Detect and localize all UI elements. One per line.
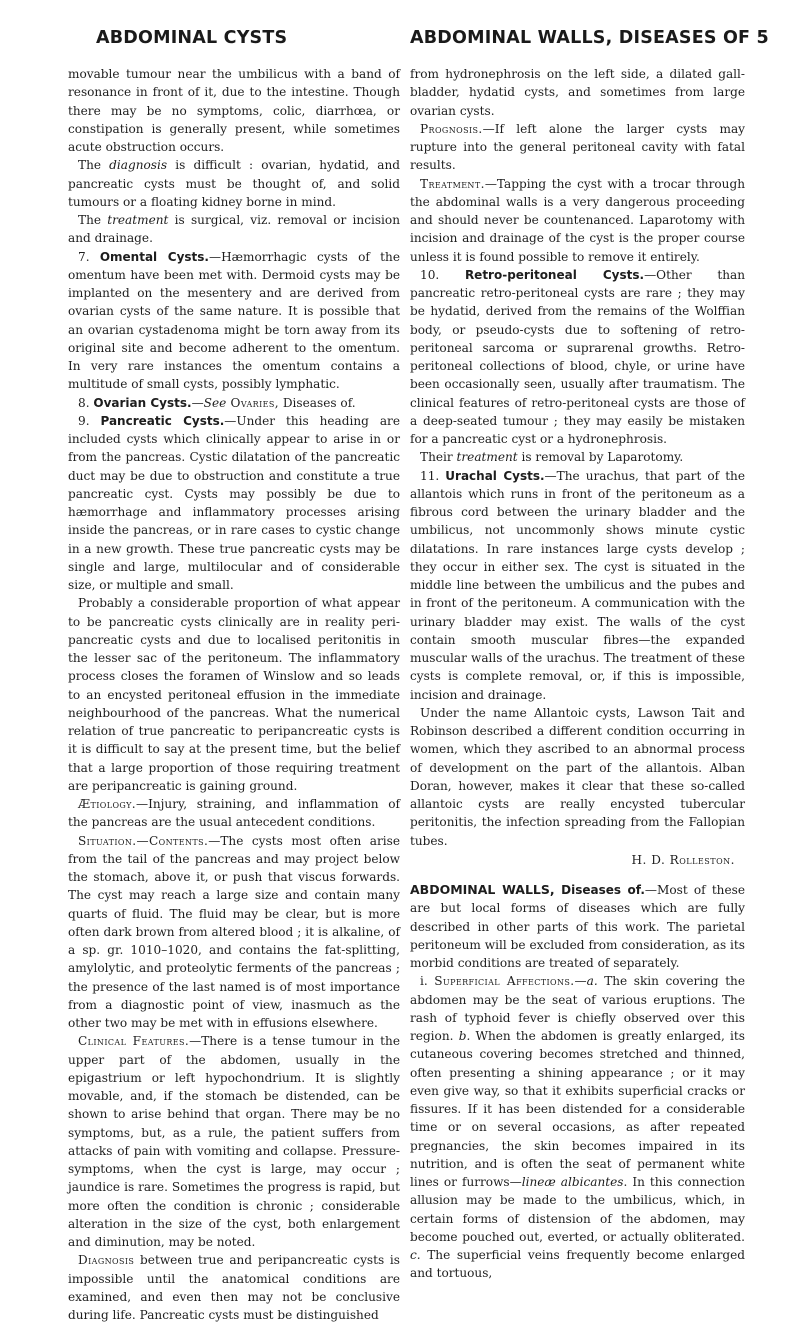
right-column <box>410 65 745 1283</box>
paragraph: from hydronephrosis on the left side, a dilated gall-bladder, hydatid cysts, and sometimes from large ovarian cysts. <box>410 67 745 118</box>
paragraph: The treatment is surgical, viz. removal or incision and drainage. <box>68 213 400 246</box>
run-in-heading: Ætiology. <box>78 797 137 811</box>
paragraph: Under the name Allantoic cysts, Lawson Tait and Robinson described a different condition occurring in women, which they ascribed to an abnormal process of development on the part of the allantois. Alban Doran, however, makes it clear that these so-called allantoic cysts are really encysted tubercular peritonitis, the infection spreading from the Fallopian tubes. <box>410 705 745 848</box>
section-superficial-affections: i. Superficial Affections.—a. The skin covering the abdomen may be the seat of various eruptions. The rash of typhoid fever is chiefly observed over this region. b. When the abdomen is greatly enlarged, its cutaneous covering becomes stretched and thinned, often presenting a shining appearance ; or it may even give way, so that it exhibits superficial cracks or fissures. If it has been distended for a considerable time or on several occasions, as after repeated pregnancies, the skin becomes impaired in its nutrition, and is often the seat of permanent white lines or furrows—lineæ albicantes. In this connection allusion may be made to the umbilicus, which, in certain forms of distension of the abdomen, may become pouched out, everted, or actually obliterated. c. The superficial veins frequently become enlarged and tortuous, <box>410 974 746 1281</box>
run-in-heading: Clinical Features. <box>78 1034 190 1049</box>
italic-term: diagnosis <box>109 158 168 173</box>
run-in-heading: Treatment. <box>420 176 485 191</box>
run-in-heading: Situation.—Contents. <box>78 833 209 848</box>
run-in-heading: Diagnosis <box>78 1253 135 1268</box>
entry-abdominal-walls: ABDOMINAL WALLS, Diseases of.—Most of these are but local forms of diseases which are fully described in other parts of this work. The parietal peritoneum will be excluded from consideration, as its morbid conditions are treated of separately. <box>410 882 745 970</box>
section-omental-cysts: 7. Omental Cysts.—Hæmorrhagic cysts of the omentum have been met with. Dermoid cysts may be implanted on the mesentery and are derived from ovarian cysts of the same nature. It is possible that an ovarian cystadenoma might be torn away from its original site and become adherent to the omentum. In very rare instances the omentum contains a multitude of small cysts, possibly lymphatic. <box>68 249 400 392</box>
subheading: Urachal Cysts. <box>445 468 545 483</box>
paragraph: Clinical Features.—There is a tense tumour in the upper part of the abdomen, usually in the epigastrium or left hypochondrium. It is slightly movable, and, if the stomach be distended, can be shown to arise behind that organ. There may be no symptoms, but, as a rule, the patient suffers from attacks of pain with vomiting and collapse. Pressure-symptoms, when the cyst is large, may occur ; jaundice is rare. Sometimes the progress is rapid, but more often the condition is chronic ; considerable alteration in the size of the cyst, both enlargement and diminution, may be noted. <box>68 1034 400 1249</box>
subheading: Ovarian Cysts. <box>93 395 192 410</box>
left-column <box>68 65 400 1324</box>
section-retroperitoneal-cysts: 10. Retro-peritoneal Cysts.—Other than pancreatic retro-peritoneal cysts are rare ; they may be hydatid, derived from the remains of the Wolffian body, or pseudo-cysts due to softening of retro-peritoneal sarcoma or suprarenal growths. Retro-peritoneal collections of blood, chyle, or urine have been occasionally seen, usually after traumatism. The clinical features of retro-peritoneal cysts are those of a deep-seated tumour ; they may easily be mistaken for a pancreatic cyst or a hydronephrosis. <box>410 267 746 446</box>
run-in-heading: Superficial Affections. <box>434 974 575 989</box>
paragraph: Their treatment is removal by Laparotomy. <box>420 450 684 465</box>
subheading: Pancreatic Cysts. <box>100 413 225 428</box>
author-signature: H. D. Rolleston. <box>631 852 735 867</box>
header-right-title: ABDOMINAL WALLS, DISEASES OF 5 <box>410 28 769 48</box>
entry-title: ABDOMINAL WALLS, <box>410 882 555 897</box>
section-ovarian-cysts: 8. Ovarian Cysts.—See Ovaries, Diseases of. <box>78 395 356 410</box>
cross-reference: Ovaries, <box>226 395 280 410</box>
header-left-title: ABDOMINAL CYSTS <box>96 28 288 48</box>
paragraph: Treatment.—Tapping the cyst with a trocar through the abdominal walls is a very dangerous proceeding and should never be countenanced. Laparotomy with incision and drainage of the cyst is the proper course unless it is found possible to remove it entirely. <box>410 176 745 264</box>
paragraph: The diagnosis is difficult : ovarian, hydatid, and pancreatic cysts must be thought of, and solid tumours or a floating kidney borne in mind. <box>68 158 400 209</box>
paragraph: Situation.—Contents.—The cysts most often arise from the tail of the pancreas and may project below the stomach, above it, or push that viscus forwards. The cyst may reach a large size and contain many quarts of fluid. The fluid may be clear, but is more often dark brown from altered blood ; it is alkaline, of a sp. gr. 1010–1020, and contains the fat-splitting, amylolytic, and proteolytic ferments of the pancreas ; the presence of the last named is of most importance from a diagnostic point of view, inasmuch as the other two may be met with in effusions elsewhere. <box>68 833 400 1030</box>
section-urachal-cysts: 11. Urachal Cysts.—The urachus, that part of the allantois which runs in front of the peritoneum as a fibrous cord between the urinary bladder and the umbilicus, not uncommonly shows minute cystic dilatations. In rare instances large cysts develop ; they occur in either sex. The cyst is situated in the middle line between the umbilicus and the pubes and in front of the peritoneum. A communication with the urinary bladder may exist. The walls of the cyst contain smooth muscular fibres—the expanded muscular walls of the urachus. The treatment of these cysts is complete removal, or, if this is impossible, incision and drainage. <box>410 468 745 702</box>
subheading: Retro-peritoneal Cysts. <box>464 267 645 282</box>
paragraph: Prognosis.—If left alone the larger cysts may rupture into the general peritoneal cavity with fatal results. <box>410 121 745 173</box>
section-pancreatic-cysts: 9. Pancreatic Cysts.—Under this heading are included cysts which clinically appear to arise in or from the pancreas. Cystic dilatation of the pancreatic duct may be due to obstruction and constitute a true pancreatic cyst. Cysts may possibly be due to hæmorrhage and inflammatory processes arising inside the pancreas, or in rare cases to cystic change in a new growth. These true pancreatic cysts may be single and large, multilocular and of considerable size, or multiple and small. <box>68 413 400 592</box>
paragraph: movable tumour near the umbilicus with a band of resonance in front of it, due to the intestine. Though there may be no symptoms, colic, diarrhœa, or constipation is generally present, while sometimes acute obstruction occurs. <box>68 67 400 154</box>
italic-term: treatment <box>456 450 518 465</box>
running-header <box>0 28 800 54</box>
run-in-heading: Prognosis. <box>420 121 483 136</box>
subheading: Omental Cysts. <box>99 249 209 264</box>
italic-term: lineæ albicantes <box>521 1175 624 1189</box>
paragraph: Probably a considerable proportion of what appear to be pancreatic cysts clinically are in reality peri-pancreatic cysts and due to localised peritonitis in the lesser sac of the peritoneum. The inflammatory process closes the foramen of Winslow and so leads to an encysted peritoneal effusion in the immediate neighbourhood of the pancreas. What the numerical relation of true pancreatic to peripancreatic cysts is it is difficult to say at the present time, but the belief that a large proportion of those requiring treatment are peripancreatic is gaining ground. <box>68 596 400 793</box>
paragraph: Ætiology.—Injury, straining, and inflammation of the pancreas are the usual antecedent conditions. <box>68 797 400 830</box>
paragraph: Diagnosis between true and peripancreatic cysts is impossible until the anatomical conditions are examined, and even then may not be conclusive during life. Pancreatic cysts must be distinguished <box>68 1253 400 1322</box>
italic-term: treatment <box>107 213 169 227</box>
